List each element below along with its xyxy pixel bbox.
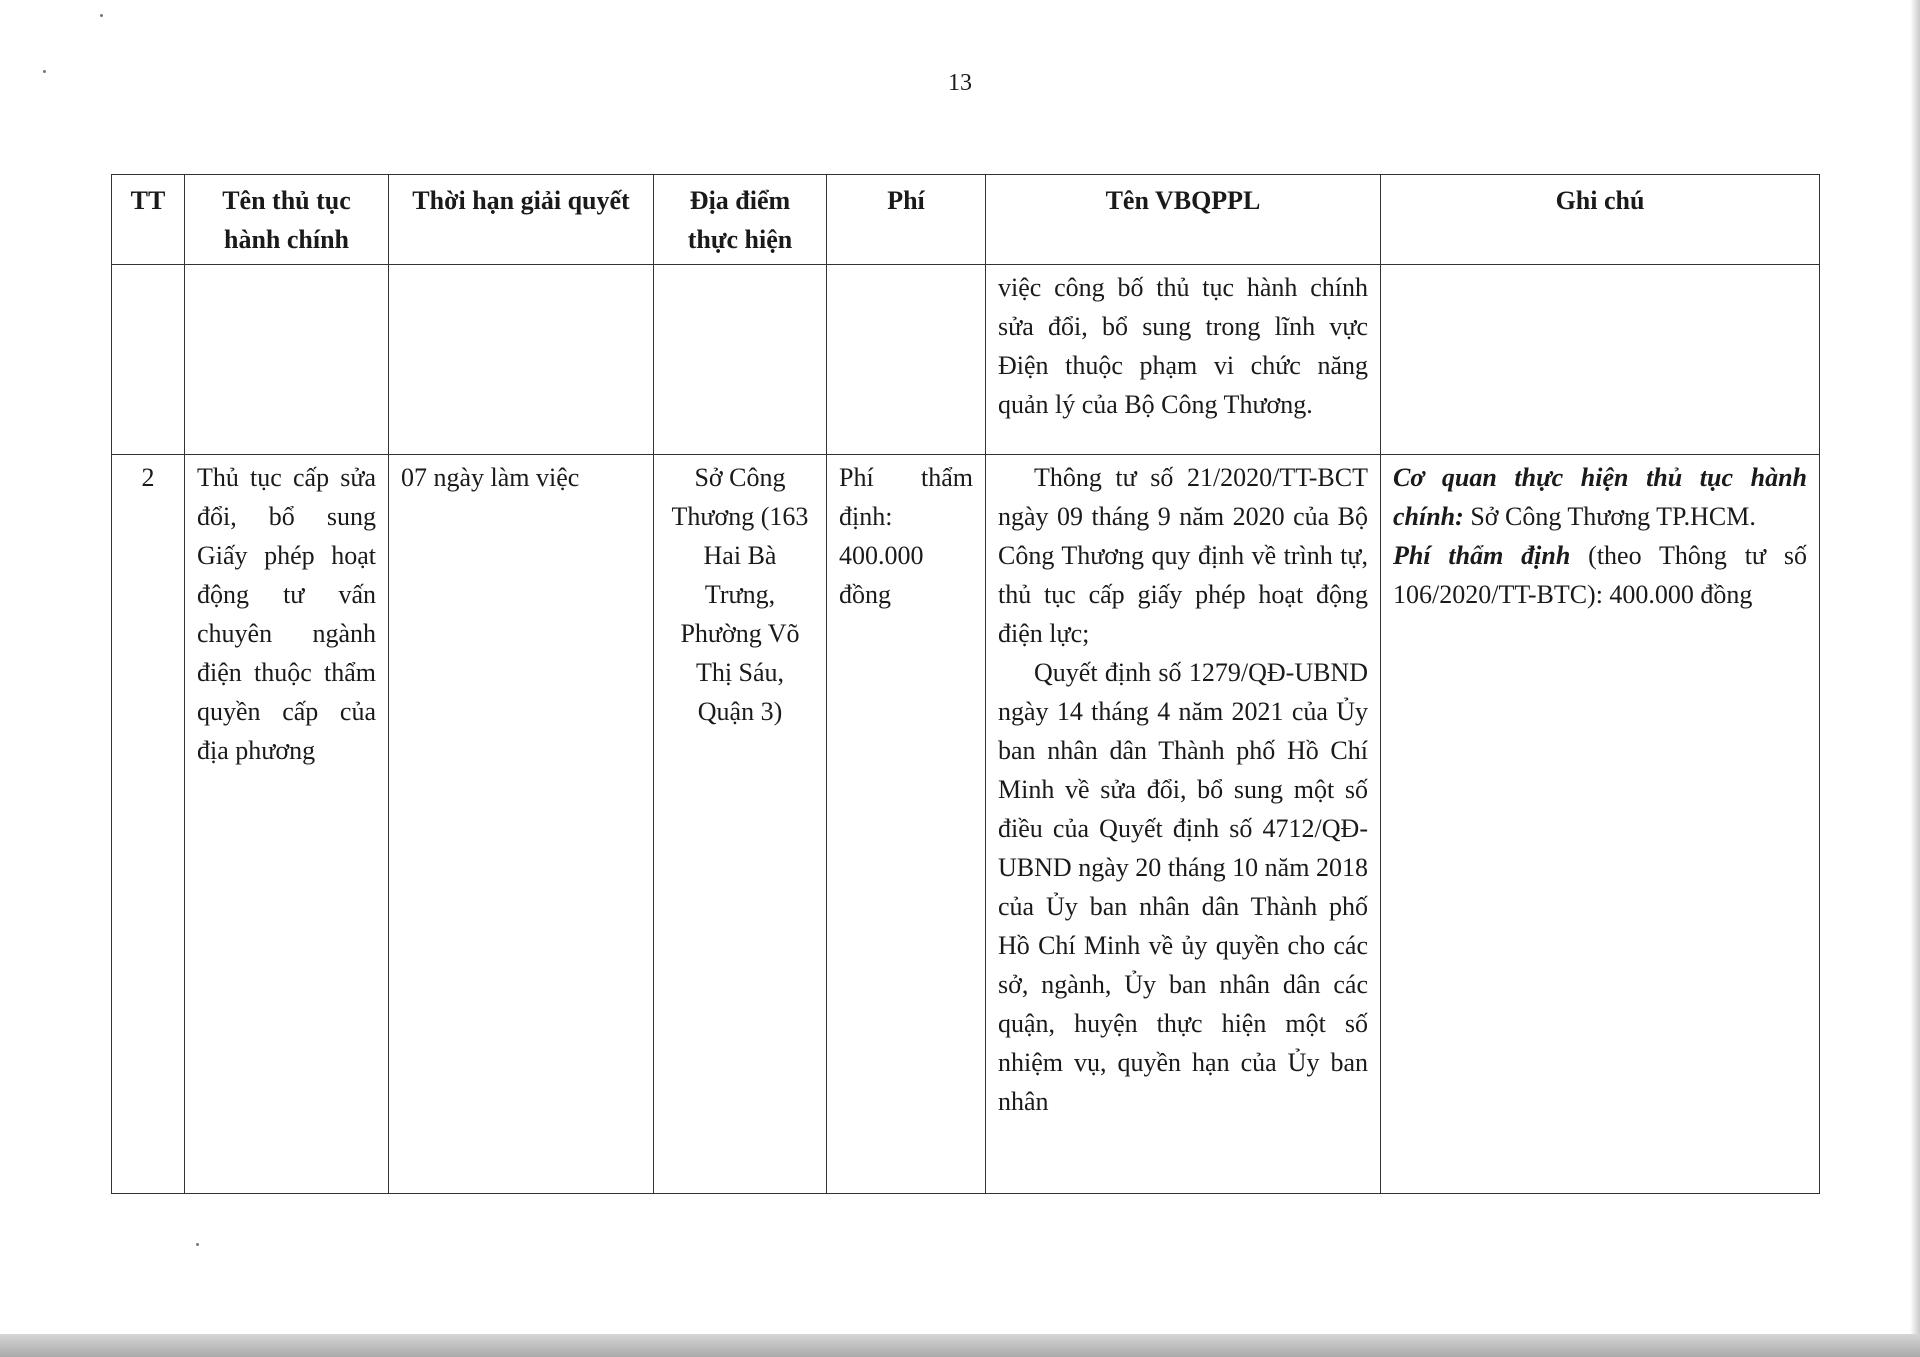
cell-legal-docs: việc công bố thủ tục hành chính sửa đổi, bổ sung trong lĩnh vực Điện thuộc phạm vi chức năng quản lý của Bộ Công Thương. (986, 265, 1381, 455)
header-fee: Phí (827, 175, 986, 265)
page-number: 13 (948, 70, 972, 96)
cell-fee: Phí thẩm định: 400.000 đồng (827, 455, 986, 1194)
cell-deadline (389, 265, 654, 455)
scan-speck (100, 14, 103, 17)
legal-doc-paragraph: Quyết định số 1279/QĐ-UBND ngày 14 tháng 4 năm 2021 của Ủy ban nhân dân Thành phố Hồ Chí Minh về sửa đổi, bổ sung một số điều của Quyết định số 4712/QĐ-UBND ngày 20 tháng 10 năm 2018 của Ủy ban nhân dân Thành phố Hồ Chí Minh về ủy quyền cho các sở, ngành, Ủy ban nhân dân các quận, huyện thực hiện một số nhiệm vụ, quyền hạn của Ủy ban nhân (998, 658, 1368, 1116)
header-deadline: Thời hạn giải quyết (389, 175, 654, 265)
notes-label: Cơ quan thực hiện thủ tục hành chính: (1393, 463, 1807, 531)
cell-location: Sở Công Thương (163 Hai Bà Trưng, Phường Võ Thị Sáu, Quận 3) (654, 455, 827, 1194)
cell-location (654, 265, 827, 455)
cell-tt (112, 265, 185, 455)
cell-notes (1381, 455, 1820, 1194)
header-procedure: Tên thủ tục hành chính (185, 175, 389, 265)
notes-paragraph (1393, 536, 1807, 614)
cell-legal-docs (986, 455, 1381, 1194)
notes-paragraph (1393, 458, 1807, 536)
header-legal-docs: Tên VBQPPL (986, 175, 1381, 265)
cell-notes (1381, 265, 1820, 455)
notes-text: Sở Công Thương TP.HCM. (1463, 502, 1756, 531)
scan-edge-shadow (1910, 0, 1920, 1357)
cell-tt: 2 (112, 455, 185, 1194)
notes-label: Phí thẩm định (1393, 541, 1571, 570)
notes-text: (theo Thông tư số 106/2020/TT-BTC): 400.000 đồng (1393, 541, 1807, 609)
procedure-table (111, 174, 1820, 1194)
cell-procedure: Thủ tục cấp sửa đổi, bổ sung Giấy phép hoạt động tư vấn chuyên ngành điện thuộc thẩm quyền cấp của địa phương (185, 455, 389, 1194)
cell-deadline: 07 ngày làm việc (389, 455, 654, 1194)
table-header-row (112, 175, 1820, 265)
cell-procedure (185, 265, 389, 455)
legal-doc-paragraph: Thông tư số 21/2020/TT-BCT ngày 09 tháng 9 năm 2020 của Bộ Công Thương quy định về trình tự, thủ tục cấp giấy phép hoạt động điện lực; (998, 463, 1368, 648)
header-tt: TT (112, 175, 185, 265)
header-location: Địa điểm thực hiện (654, 175, 827, 265)
table-row (112, 455, 1820, 1194)
cell-fee (827, 265, 986, 455)
table-row (112, 265, 1820, 455)
scan-speck (196, 1243, 199, 1246)
scan-bottom-band (0, 1334, 1920, 1357)
header-notes: Ghi chú (1381, 175, 1820, 265)
